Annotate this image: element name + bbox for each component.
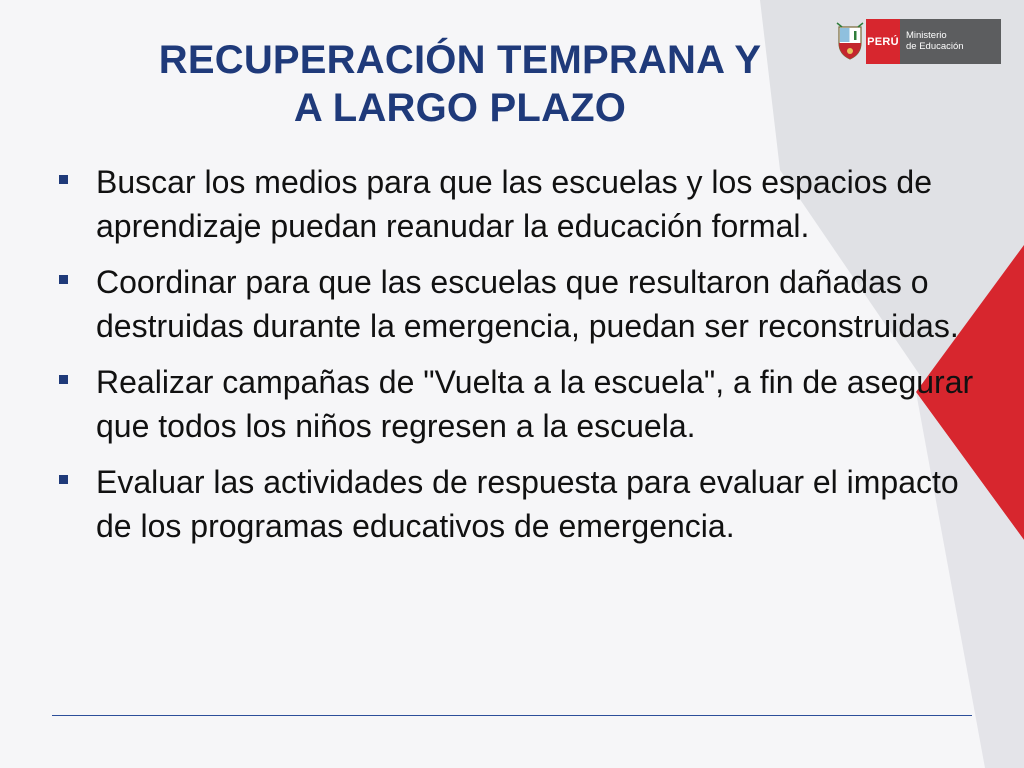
square-bullet-icon [59,275,68,284]
bullet-item [56,160,976,248]
bullet-item [56,260,976,348]
title-line-2: A LARGO PLAZO [293,86,627,130]
ministry-name [900,19,1001,64]
slide-title [80,36,840,132]
ministry-line-1: Ministerio [906,30,947,41]
bullet-text: Evaluar las actividades de respuesta para evaluar el impacto de los programas educativos de emergencia. [96,464,959,544]
bullet-text: Buscar los medios para que las escuelas y los espacios de aprendizaje puedan reanudar la educación formal. [96,164,932,244]
footer-divider [52,715,972,716]
bullet-text: Realizar campañas de "Vuelta a la escuela", a fin de asegurar que todos los niños regresen a la escuela. [96,364,974,444]
bullet-item [56,460,976,548]
ministry-line-2: de Educación [906,41,964,52]
ministry-logo [836,19,1001,64]
peru-label: PERÚ [866,19,900,64]
square-bullet-icon [59,375,68,384]
square-bullet-icon [59,475,68,484]
peru-coat-of-arms-icon [836,21,864,61]
title-line-1: RECUPERACIÓN TEMPRANA Y [158,38,762,82]
bullet-text: Coordinar para que las escuelas que resultaron dañadas o destruidas durante la emergencia, puedan ser reconstruidas. [96,264,959,344]
bullet-list [56,160,976,560]
bullet-item [56,360,976,448]
square-bullet-icon [59,175,68,184]
